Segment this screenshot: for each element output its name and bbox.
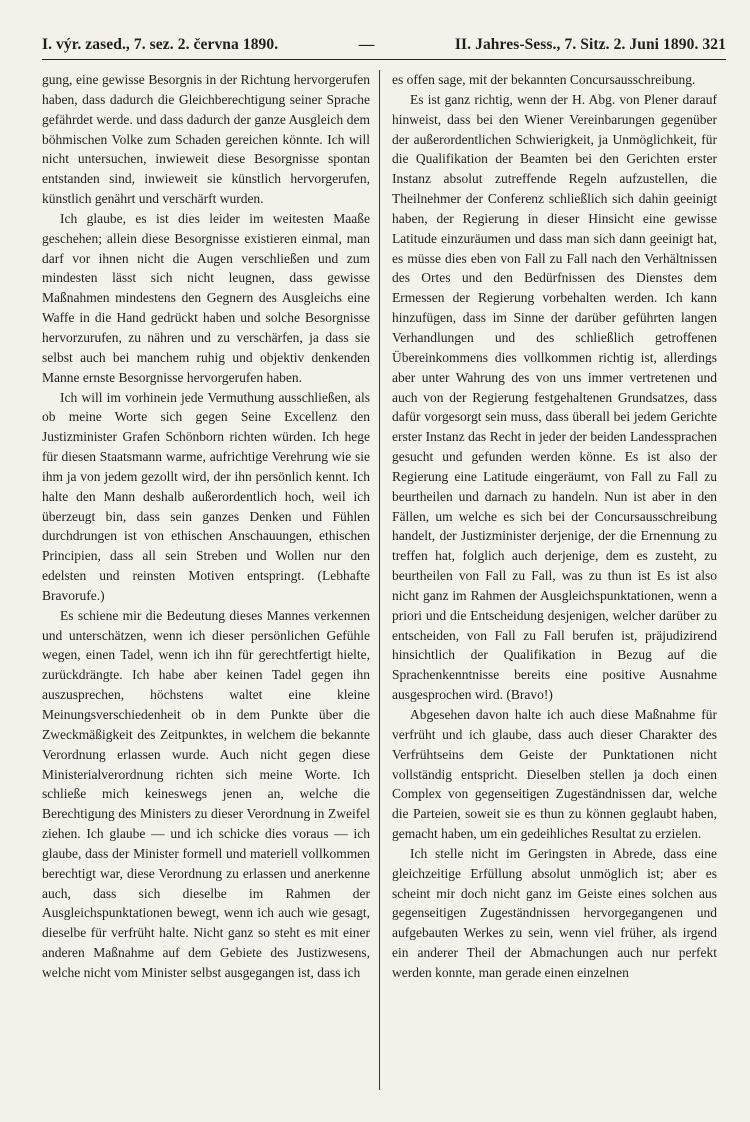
running-header <box>42 36 726 60</box>
header-czech: I. výr. zased., 7. sez. 2. června 1890. <box>42 36 279 53</box>
right-paragraph-2: Es ist ganz richtig, wenn der H. Abg. von Plener darauf hinweist, dass bei den Wiener Vereinbarungen gegenüber der außerordentlichen Schwierigkeit, ja Unmöglichkeit, für die Qualifikation der Beamten bei den Gerichten erster Instanz absolut zutreffende Regeln aufzustellen, die Theilnehmer der Conferenz schließlich sich dahin geeinigt haben, der Regierung in dieser Hinsicht eine gewisse Latitude einzuräumen und dass man sich dann geeinigt hat, es müsse dies eben von Fall zu Fall nach den Verhältnissen des Ortes und den Bedürfnissen des Dienstes dem Ermessen der Regierung vorbehalten werden. Ich kann hinzufügen, dass im Sinne der darüber geführten langen Verhandlungen und des schließlich getroffenen Übereinkommens dies vollkommen richtig ist, allerdings aber unter Wahrung des von uns immer vertretenen und auch von der Regierung festgehaltenen Grundsatzes, dass dafür vorgesorgt sein muss, dass überall bei jedem Gerichte erster Instanz das Recht in jeder der beiden Landessprachen gesucht und gefunden werden könne. Es ist also der Regierung eine Latitude eingeräumt, von Fall zu Fall zu beurtheilen und darnach zu handeln. Nun ist aber in den Fällen, um welche es sich bei der Concursausschreibung handelt, der Justizminister derjenige, der die Ernennung zu treffen hat, folglich auch derjenige, dem es zusteht, zu beurtheilen von Fall zu Fall, was zu thun ist Es ist also nicht ganz im Rahmen der Ausgleichspunktationen, wenn a priori und die Entscheidung desjenigen, welcher darüber zu entscheiden, von Fall zu Fall berufen ist, präjudizirend hinsichtlich der Qualifikation in Bezug auf die Sprachenkenntnisse bereits eine positive Ausnahme ausgesprochen wird. (Bravo!) <box>392 91 717 703</box>
left-paragraph-2: Ich glaube, es ist dies leider im weitesten Maaße geschehen; allein diese Besorgnisse existieren einmal, man darf vor ihnen nicht die Augen verschließen und zum mindesten lässt sich nicht leugnen, dass gewisse Maßnahmen mindestens den Gegnern des Ausgleichs eine Waffe in die Hand gedrückt haben und solche Besorgnisse hervorzurufen, zu nähren und zu verschärfen, ja dass sie selbst auch bei manchem ruhig und objektiv denkenden Manne ernste Besorgnisse hervorgerufen haben. <box>42 210 370 385</box>
left-column <box>42 70 375 1090</box>
right-paragraph-1: es offen sage, mit der bekannten Concursausschreibung. <box>392 72 696 87</box>
left-paragraph-1: gung, eine gewisse Besorgnis in der Richtung hervorgerufen haben, dass dadurch die Gleichberechtigung seiner Sprache gefährdet werde. und dass dadurch der ganze Ausgleich dem böhmischen Volke zum Schaden gereichen könnte. Ich will nicht untersuchen, inwieweit diese Besorgnisse spontan entstanden sind, inwieweit sie künstlich hervorgerufen, künstlich genährt und verschärft wurden. <box>42 72 370 207</box>
right-column <box>384 70 717 1090</box>
header-german-text: II. Jahres-Sess., 7. Sitz. 2. Juni 1890. <box>454 36 699 53</box>
text-columns <box>42 70 726 1090</box>
left-paragraph-3: Ich will im vorhinein jede Vermuthung ausschließen, als ob meine Worte sich gegen Seine Excellenz den Justizminister Grafen Schönborn richten würden. Ich hege für diesen Staatsmann warme, aufrichtige Verehrung wie sie ihm ja von jedem gezollt wird, der ihn persönlich kennt. Ich halte den Mann deshalb außerordentlich hoch, weil ich überzeugt bin, dass sein ganzes Denken und Fühlen durchdrungen ist von ethischen Anschauungen, ethischen Principien, dass all sein Streben und Wollen nur den edelsten und reinsten Motiven entspringt. (Lebhafte Bravorufe.) <box>42 389 370 603</box>
header-separator: — <box>358 36 375 53</box>
right-paragraph-4: Ich stelle nicht im Geringsten in Abrede, dass eine gleichzeitige Erfüllung absolut unmöglich ist; aber es scheint mir doch nicht ganz im Geiste eines solchen aus gegenseitigen Zugeständnissen hervorgegangenen und aufgebauten Werkes zu sein, wenn viel früher, als irgend ein anderer Theil der Abmachungen auch nur perfekt werden konnte, man gerade einen einzelnen <box>392 845 717 980</box>
header-german <box>455 36 726 54</box>
column-divider <box>379 70 380 1090</box>
right-paragraph-3: Abgesehen davon halte ich auch diese Maßnahme für verfrüht und ich glaube, dass auch dieser Charakter des Verfrühtseins dem Geiste der Punktationen nicht vollständig entspricht. Dieselben stellen ja doch einen Complex von gegenseitigen Zugeständnissen dar, welche die Parteien, soweit sie es thun zu können geglaubt haben, gemacht haben, um ein gedeihliches Resultat zu erzielen. <box>392 707 717 842</box>
left-paragraph-4: Es schiene mir die Bedeutung dieses Mannes verkennen und unterschätzen, wenn ich dieser persönlichen Gefühle wegen, einen Tadel, wenn ich ihn für gerechtfertigt hielte, zurückdrängte. Ich habe aber keinen Tadel gegen ihn auszusprechen, höchstens waltet eine kleine Meinungsverschiedenheit ob in dem Punkte über die Zweckmäßigkeit des Zeitpunktes, in welchem die bekannte Verordnung erlassen wurde. Auch nicht gegen diese Ministerialverordnung richten sich meine Worte. Ich schließe mich keineswegs jenen an, welche die Berechtigung des Ministers zu dieser Verordnung in Zweifel ziehen. Ich glaube — und ich schicke dies voraus — ich glaube, dass der Minister formell und materiell vollkommen berechtigt war, diese Verordnung zu erlassen und anerkenne auch, dass sich dieselbe im Rahmen der Ausgleichspunktationen bewegt, wenn ich auch wie gesagt, dieselbe für verfrüht halte. Nicht ganz so steht es mit einer anderen Maßnahme auf dem Gebiete des Justizwesens, welche nicht vom Minister selbst ausgegangen ist, dass ich <box>42 607 370 980</box>
page-number: 321 <box>702 36 726 53</box>
